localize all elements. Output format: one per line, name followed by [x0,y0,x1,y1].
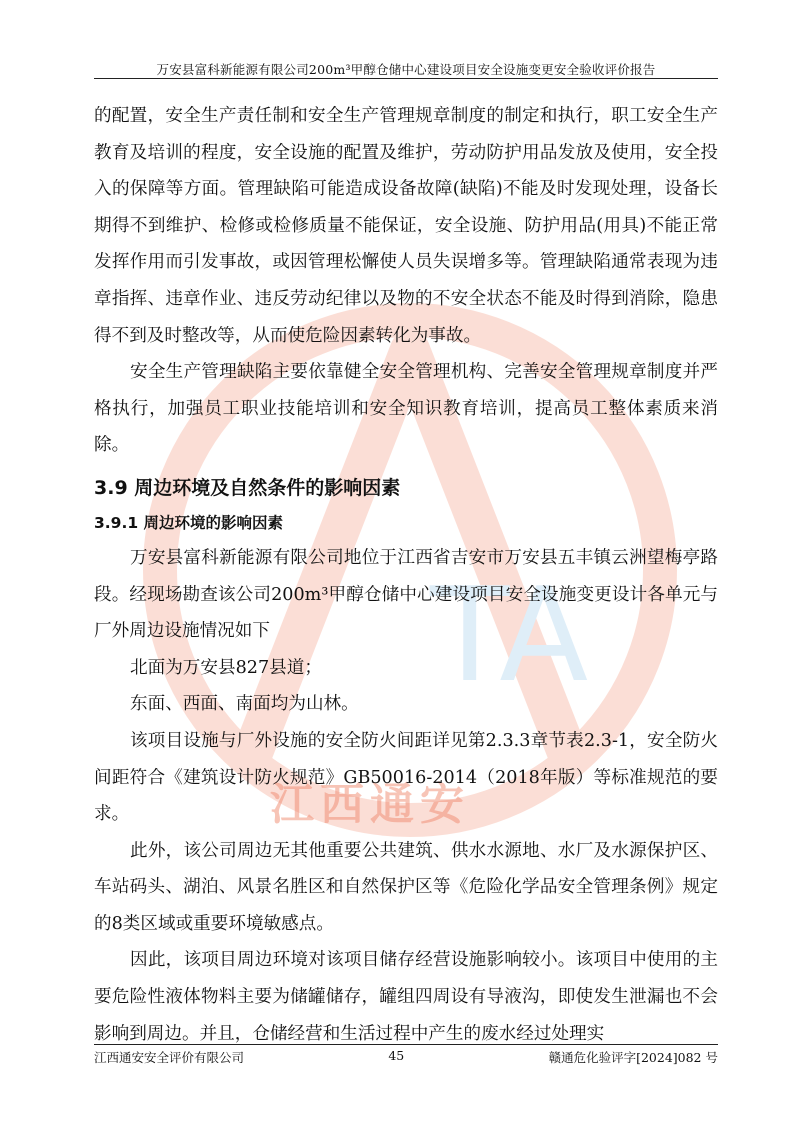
subsection-heading-3-9-1: 3.9.1 周边环境的影响因素 [94,513,284,532]
paragraph-3: 万安县富科新能源有限公司地位于江西省吉安市万安县五丰镇云洲望梅亭路段。经现场勘查该公司200m³甲醇仓储中心建设项目安全设施变更设计各单元与厂外周边设施情况如下 [94,547,718,642]
paragraph-1: 的配置，安全生产责任制和安全生产管理规章制度的制定和执行，职工安全生产教育及培训的程度，安全设施的配置及维护，劳动防护用品发放及使用，安全投入的保障等方面。管理缺陷可能造成设备故障(缺陷)不能及时发现处理，设备长期得不到维护、检修或检修质量不能保证，安全设施、防护用品(用具)不能正常发挥作用而引发事故，或因管理松懈使人员失误增多等。管理缺陷通常表现为违章指挥、违章作业、违反劳动纪律以及物的不安全状态不能及时得到消除，隐患得不到及时整改等，从而使危险因素转化为事故。 [94,106,718,346]
page-header: 万安县富科新能源有限公司200m³甲醇仓储中心建设项目安全设施变更安全验收评价报告 [156,62,656,77]
footer-rule [94,1044,718,1045]
watermark-letters: TA [430,559,589,711]
watermark-text: 江西通安 [270,779,470,830]
paragraph-4: 北面为万安县827县道； [130,657,322,678]
paragraph-2: 安全生产管理缺陷主要依靠健全安全管理机构、完善安全管理规章制度并严格执行，加强员工职业技能培训和安全知识教育培训，提高员工整体素质来消除。 [94,362,718,456]
page-number: 45 [388,1048,405,1063]
paragraph-7: 此外，该公司周边无其他重要公共建筑、供水水源地、水厂及水源保护区、车站码头、湖泊、风景名胜区和自然保护区等《危险化学品安全管理条例》规定的8类区域或重要环境敏感点。 [94,840,718,934]
paragraph-6: 该项目设施与厂外设施的安全防火间距详见第2.3.3章节表2.3-1，安全防火间距符合《建筑设计防火规范》GB50016-2014（2018年版）等标准规范的要求。 [94,730,718,825]
paragraph-5: 东面、西面、南面均为山林。 [130,694,359,715]
footer-doc-number: 赣通危化验评字[2024]082 号 [548,1050,718,1065]
section-heading-3-9: 3.9 周边环境及自然条件的影响因素 [94,476,401,499]
paragraph-8: 因此，该项目周边环境对该项目储存经营设施影响较小。该项目中使用的主要危险性液体物料主要为储罐储存，罐组四周设有导液沟，即使发生泄漏也不会影响到周边。并且，仓储经营和生活过程中产生的废水经过处理实 [94,950,718,1044]
footer-company: 江西通安安全评价有限公司 [94,1050,245,1065]
page-footer [94,1048,718,1066]
header-rule [94,78,718,79]
document-body [94,98,718,1052]
